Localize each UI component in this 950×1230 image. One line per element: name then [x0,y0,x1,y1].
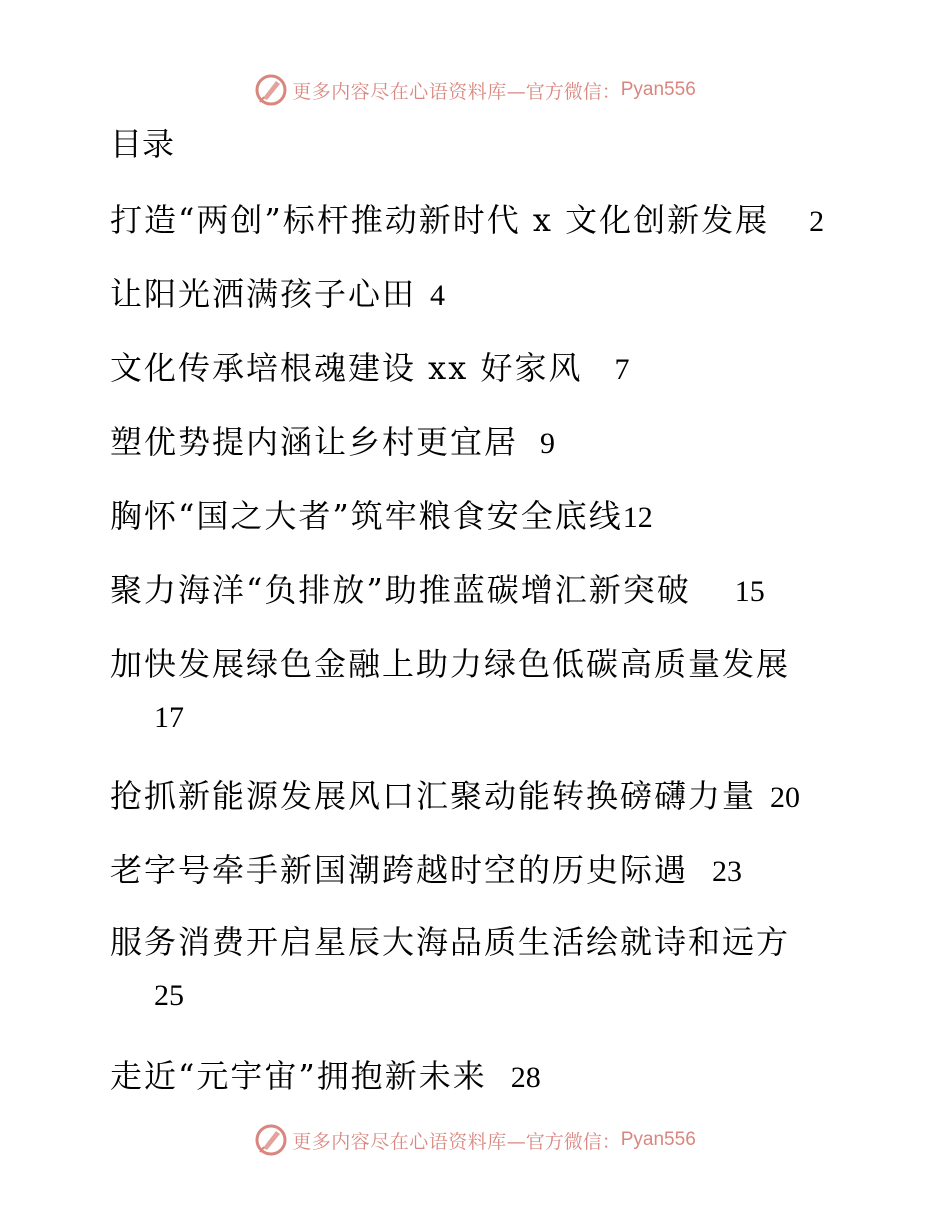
banner-separator: —官方微信： [506,80,621,103]
toc-entry-title: 胸怀“国之大者”筑牢粮食安全底线 [110,497,623,535]
toc-entry-title: 文化传承培根魂建设 xx 好家风 [110,349,583,387]
toc-entry-title: 打造“两创”标杆推动新时代 x 文化创新发展 [110,201,770,239]
footer-banner [0,1120,950,1160]
toc-entry[interactable] [110,1054,541,1100]
toc-entry-page: 23 [712,855,743,888]
toc-entry-title: 聚力海洋“负排放”助推蓝碳增汇新突破 [110,571,691,609]
quill-logo-icon [254,1123,288,1157]
toc-entry-page: 25 [154,979,184,1012]
toc-entry[interactable] [110,642,790,740]
toc-entry-title: 加快发展绿色金融上助力绿色低碳高质量发展 [110,645,791,683]
toc-entry-title: 走近“元宇宙”拥抱新未来 [110,1057,487,1095]
banner-wechat-id: Pyan556 [620,79,696,100]
toc-entry[interactable] [110,848,742,894]
toc-entry-title: 服务消费开启星辰大海品质生活绘就诗和远方 [110,923,791,961]
banner-wechat-id: Pyan556 [620,1129,696,1150]
toc-entry[interactable] [110,420,555,466]
toc-entry[interactable] [110,920,790,1018]
toc-entry[interactable] [110,568,765,614]
toc-entry-page: 12 [622,501,653,534]
toc-entry-page: 15 [734,575,765,608]
toc-entry[interactable] [110,198,824,244]
toc-entry[interactable] [110,346,629,392]
toc-entry-page: 9 [540,427,556,460]
toc-entry-page: 28 [510,1061,541,1094]
toc-heading: 目录 [110,125,175,163]
toc-entry[interactable] [110,494,653,540]
toc-entry[interactable] [110,774,800,820]
header-banner [0,70,950,110]
quill-logo-icon [254,73,288,107]
banner-separator: —官方微信： [506,1130,621,1153]
toc-entry[interactable] [110,272,445,318]
banner-text: 更多内容尽在心语资料库 [292,80,507,103]
toc-entry-page: 7 [614,353,630,386]
toc-entry-page: 2 [809,205,825,238]
toc-entry-title: 抢抓新能源发展风口汇聚动能转换磅礴力量 [110,777,757,815]
toc-entry-title: 让阳光洒满孩子心田 [110,275,417,313]
toc-entry-page: 20 [770,781,801,814]
toc-entry-page: 17 [154,701,184,734]
toc-entry-page: 4 [430,279,446,312]
toc-entry-title: 塑优势提内涵让乡村更宜居 [110,423,519,461]
toc-entry-title: 老字号牵手新国潮跨越时空的历史际遇 [110,851,689,889]
banner-text: 更多内容尽在心语资料库 [292,1130,507,1153]
